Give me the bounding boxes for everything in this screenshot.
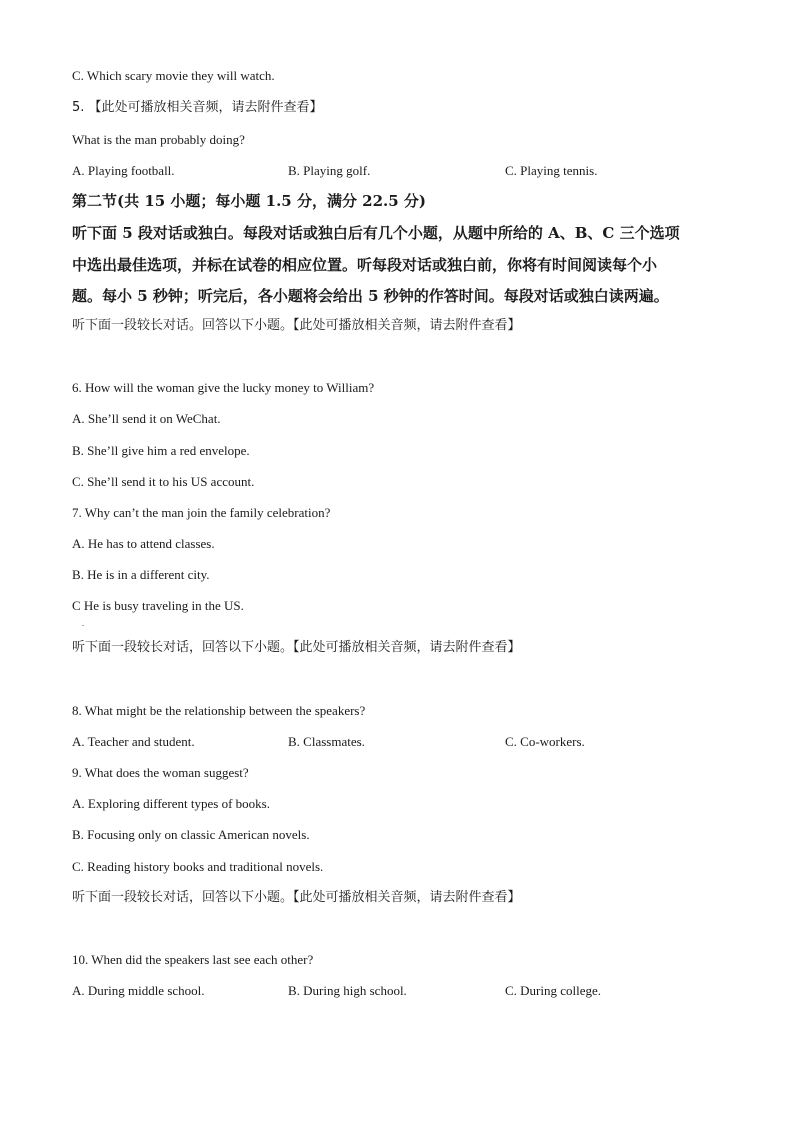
q8-option-b: B. Classmates. — [288, 734, 365, 749]
q5-option-c: C. Playing tennis. — [505, 163, 598, 178]
dialog-3-audio-note: 听下面一段较长对话，回答以下小题。【此处可播放相关音频，请去附件查看】 — [72, 890, 521, 905]
q6-option-a: A. She’ll send it on WeChat. — [72, 411, 221, 426]
q6-option-b: B. She’ll give him a red envelope. — [72, 443, 250, 458]
q4-option-c: C. Which scary movie they will watch. — [72, 68, 275, 83]
q8-question: 8. What might be the relationship between the speakers? — [72, 703, 366, 718]
q9-option-c: C. Reading history books and traditional novels. — [72, 859, 324, 874]
q6-option-c: C. She’ll send it to his US account. — [72, 474, 255, 489]
q8-option-a: A. Teacher and student. — [72, 734, 195, 749]
instructions-line-1: 听下面 5 段对话或独白。每段对话或独白后有几个小题，从题中所给的 A、B、C 三个选项 — [72, 224, 680, 242]
q9-question: 9. What does the woman suggest? — [72, 765, 249, 780]
q5-option-b: B. Playing golf. — [288, 163, 371, 178]
instructions-line-2: 中选出最佳选项，并标在试卷的相应位置。听每段对话或独白前，你将有时间阅读每个小 — [72, 256, 658, 274]
q7-option-b: B. He is in a different city. — [72, 567, 210, 582]
dialog-2-audio-note: 听下面一段较长对话，回答以下小题。【此处可播放相关音频，请去附件查看】 — [72, 640, 521, 655]
dialog-1-audio-note: 听下面一段较长对话。回答以下小题。【此处可播放相关音频，请去附件查看】 — [72, 318, 521, 333]
q10-question: 10. When did the speakers last see each other? — [72, 952, 314, 967]
q10-option-c: C. During college. — [505, 983, 602, 998]
q10-option-b: B. During high school. — [288, 983, 407, 998]
q9-option-b: B. Focusing only on classic American novels. — [72, 827, 310, 842]
q7-option-c: C He is busy traveling in the US. — [72, 598, 244, 613]
q7-question: 7. Why can’t the man join the family celebration? — [72, 505, 331, 520]
instructions-line-3: 题。每小 5 秒钟；听完后，各小题将会给出 5 秒钟的作答时间。每段对话或独白读两遍。 — [72, 287, 669, 305]
q10-option-a: A. During middle school. — [72, 983, 205, 998]
q5-question: What is the man probably doing? — [72, 132, 245, 147]
q9-option-a: A. Exploring different types of books. — [72, 796, 270, 811]
q5-option-a: A. Playing football. — [72, 163, 175, 178]
q5-audio-note: 5. 【此处可播放相关音频，请去附件查看】 — [72, 100, 323, 115]
q7-option-a: A. He has to attend classes. — [72, 536, 215, 551]
q8-option-c: C. Co-workers. — [505, 734, 585, 749]
section-2-title: 第二节(共 15 小题；每小题 1.5 分，满分 22.5 分) — [72, 192, 427, 210]
q6-question: 6. How will the woman give the lucky money to William? — [72, 380, 375, 395]
stray-dot: . — [82, 619, 84, 628]
